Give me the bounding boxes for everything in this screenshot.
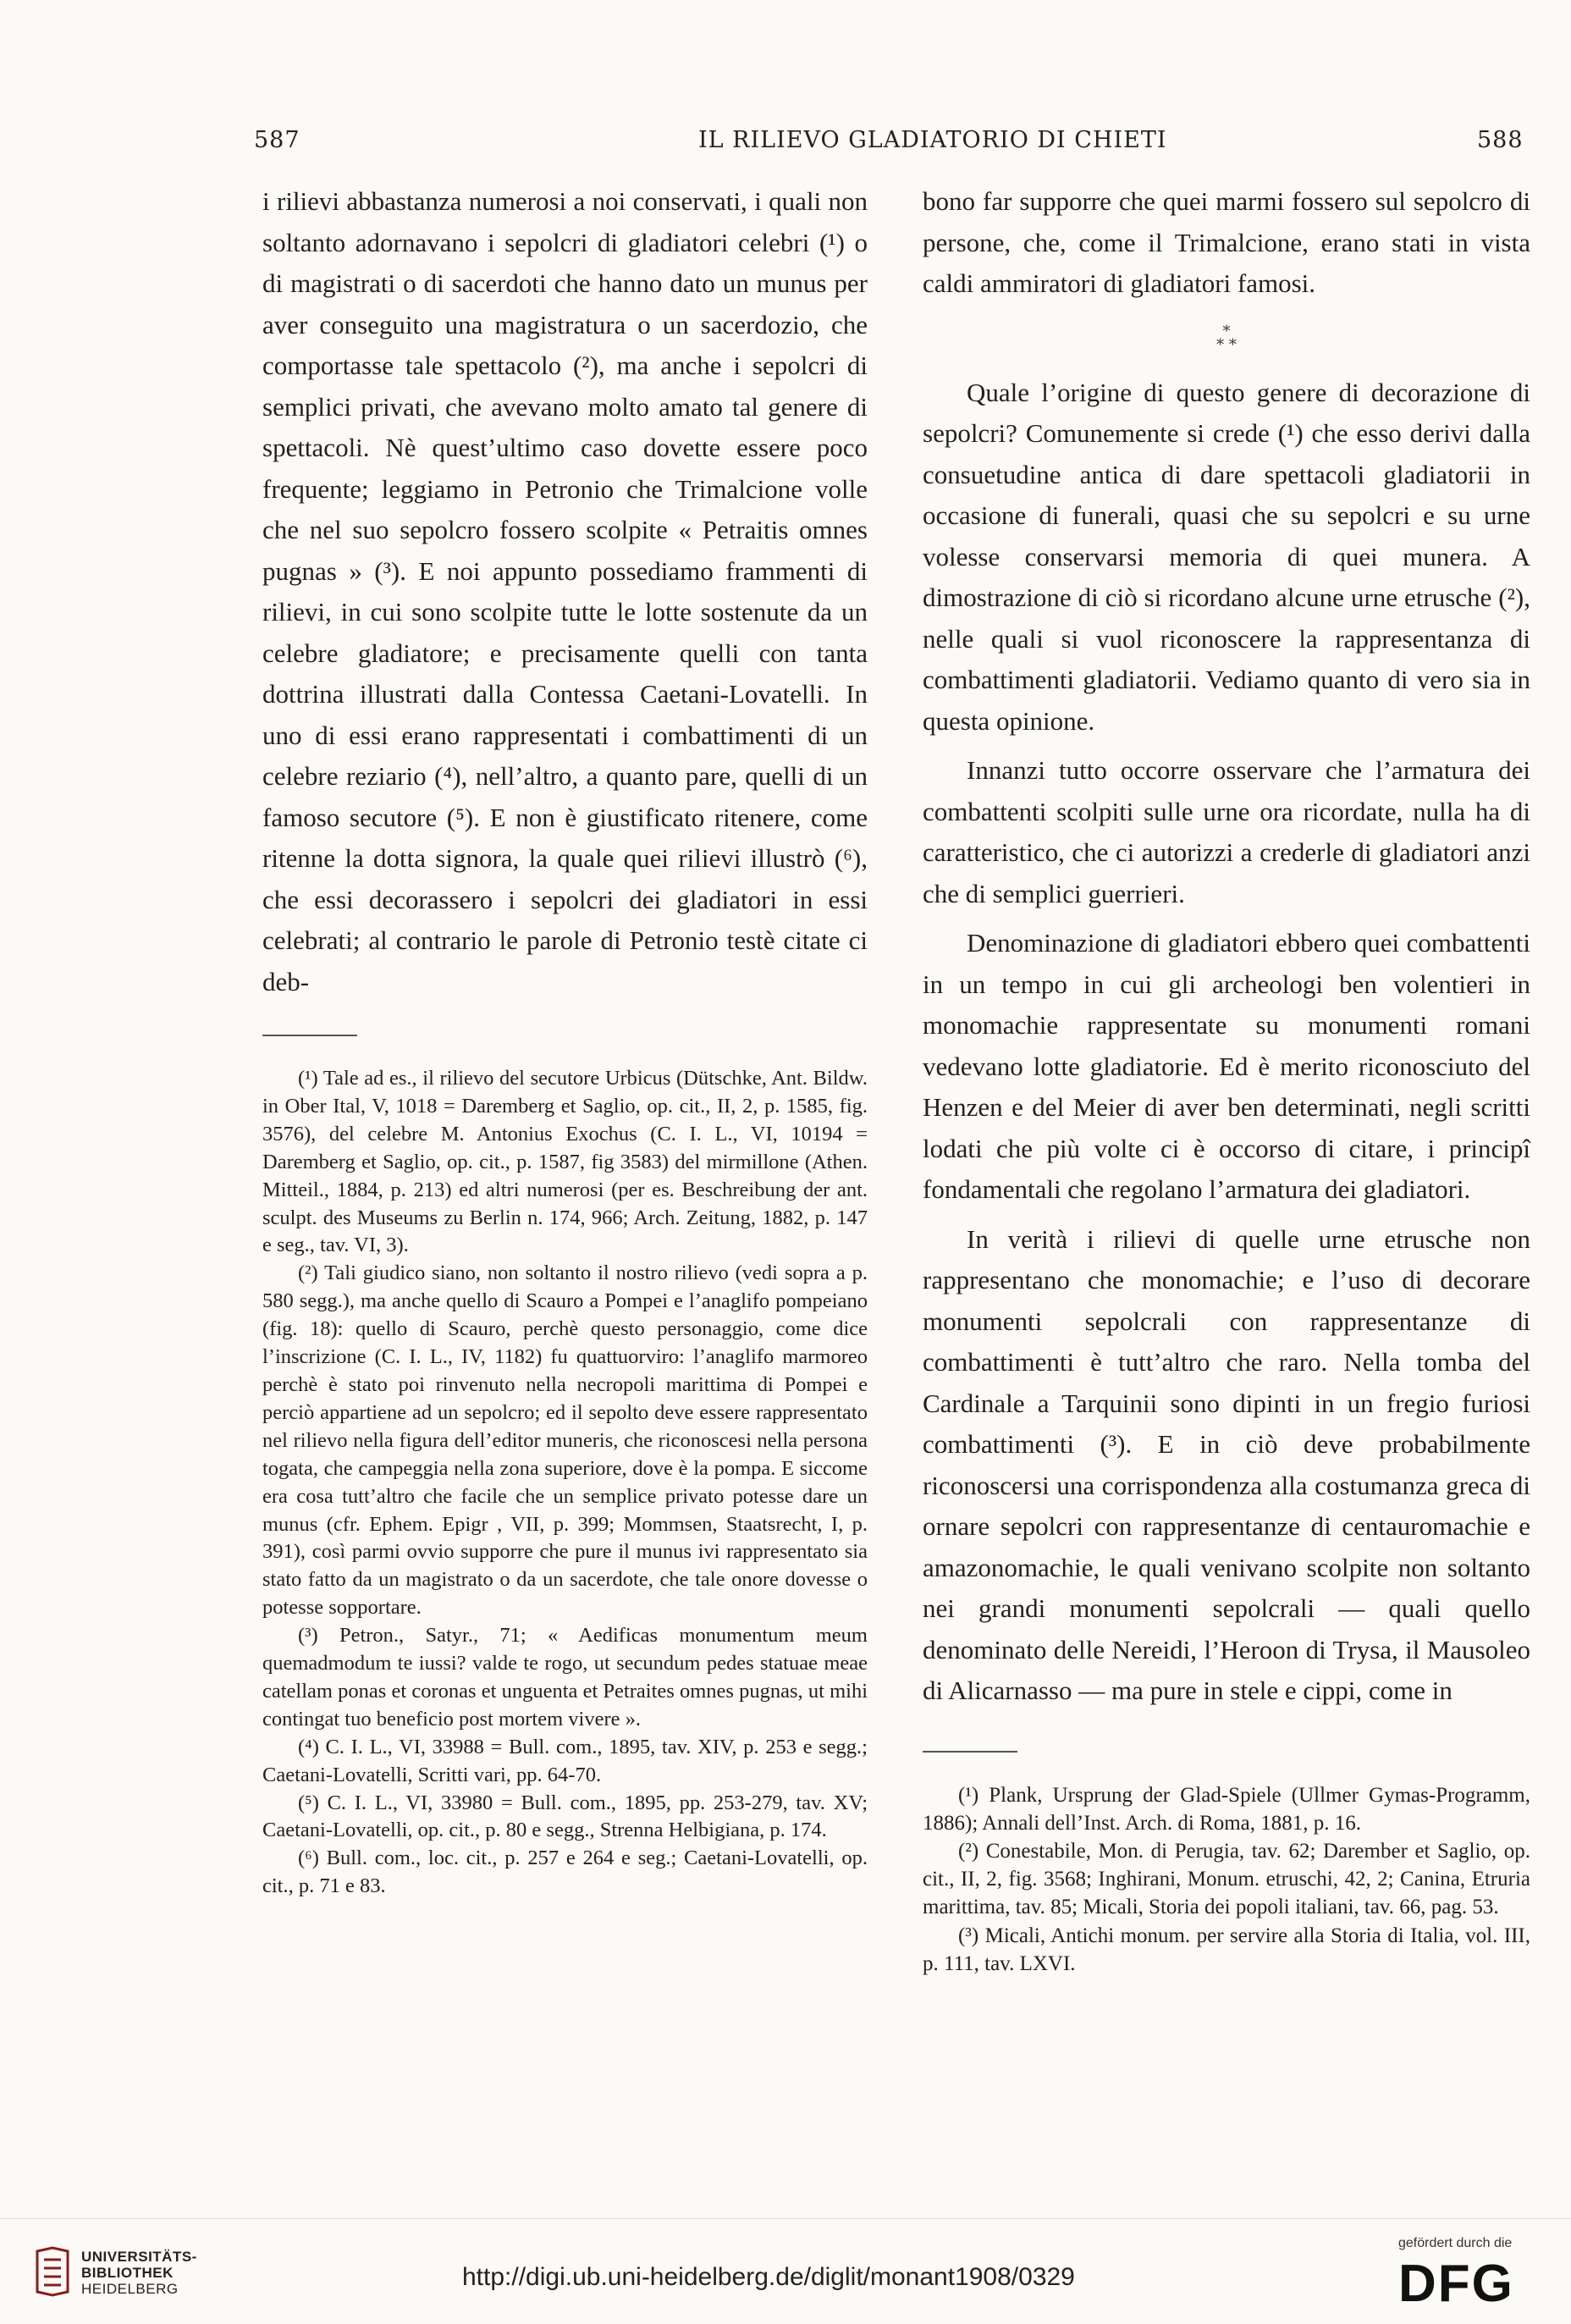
right-footnotes <box>923 1781 1530 1978</box>
footnote: (³) Petron., Satyr., 71; « Aedificas monumentum meum quemadmodum te iussi? valde te rogo, ut secundum pedes statuae meae catellam ponas et coronas et unguenta et Petraites omnes pugnas, ut mihi contingat tuo beneficio post mortem vivere ». <box>262 1624 868 1731</box>
section-divider-asterisks: * * * <box>1216 322 1237 354</box>
footnote: (²) Conestabile, Mon. di Perugia, tav. 62; Darember et Saglio, op. cit., II, 2, fig. 3568; Inghirani, Monum. etruschi, 42, 2; Canina, Etruria marittima, tav. 85; Micali, Storia dei popoli italiani, tav. 66, pag. 53. <box>923 1839 1530 1919</box>
body-paragraph: Denominazione di gladiatori ebbero quei combattenti in un tempo in cui gli archeologi ben volentieri in monomachie rappresentate su monumenti romani vedevano lotte gladiatorie. Ed è merito riconosciuto del Henzen e del Meier di aver ben determinati, negli scritti lodati che più volte ci è occorso di citare, i principî fondamentali che regolano l’armatura dei gladiatori. <box>923 928 1530 1204</box>
left-body <box>262 181 868 1002</box>
footnote: (⁵) C. I. L., VI, 33980 = Bull. com., 1895, pp. 253-279, tav. XV; Caetani-Lovatelli, op. cit., p. 80 e segg., Strenna Helbigiana, p. 174. <box>262 1791 868 1842</box>
footnote-separator-right <box>923 1751 1017 1753</box>
funding-note: gefördert durch die <box>1398 2236 1513 2250</box>
body-paragraph: Innanzi tutto occorre osservare che l’armatura dei combattenti scolpiti sulle urne ora ricordate, nulla ha di caratteristico, che ci autorizzi a crederle di gladiatori anzi che di semplici guerrieri. <box>923 755 1530 908</box>
page-number-right: 588 <box>1477 127 1524 153</box>
page-number-left: 587 <box>254 127 300 153</box>
footnote: (⁴) C. I. L., VI, 33988 = Bull. com., 1895, tav. XIV, p. 253 e segg.; Caetani-Lovatelli, Scritti vari, pp. 64-70. <box>262 1735 868 1786</box>
running-header <box>0 127 1571 161</box>
footnote: (¹) Plank, Ursprung der Glad-Spiele (Ullmer Gymas-Programm, 1886); Annali dell’Inst. Arch. di Roma, 1881, p. 16. <box>923 1783 1530 1835</box>
right-body <box>923 181 1530 1712</box>
body-paragraph: In verità i rilievi di quelle urne etrusche non rappresentano che monomachie; e l’uso di decorare monumenti sepolcrali con rappresentanze di combattimenti è tutt’altro che raro. Nella tomba del Cardinale a Tarquinii sono dipinti in un fregio furiosi combattimenti (³). E in ciò deve probabilmente riconoscersi una corrispondenza alla costumanza greca di ornare sepolcri con rappresentanze di centauromachie e amazonomachie, le quali venivano scolpite non soltanto nei grandi monumenti sepolcrali — quali quello denominato delle Nereidi, l’Heroon di Trysa, il Mausoleo di Alicarnasso — ma pure in stele e cippi, come in <box>923 1223 1530 1705</box>
left-body-paragraph: i rilievi abbastanza numerosi a noi conservati, i quali non soltanto adornavano i sepolcri di gladiatori celebri (¹) o di magistrati o di sacerdoti che hanno dato un munus per aver conseguito una magistratura o un sacerdozio, che comportasse tale spettacolo (²), ma anche i sepolcri di semplici privati, che avevano molto amato tal genere di spettacoli. Nè quest’ultimo caso dovette essere poco frequente; leggiamo in Petronio che Trimalcione volle che nel suo sepolcro fossero scolpite « Petraitis omnes pugnas » (³). E noi appunto possediamo frammenti di rilievi, in cui sono scolpite tutte le lotte sostenute da un celebre gladiatore; e precisamente quelli con tanta dottrina illustrati dalla Contessa Caetani-Lovatelli. In uno di essi erano rappresentati i combattimenti di un celebre reziario (⁴), nell’altro, a quanto pare, quelli di un famoso secutore (⁵). E non è giustificato ritenere, come ritenne la dotta signora, la quale quei rilievi illustrò (⁶), che essi decorassero i sepolcri dei gladiatori in essi celebrati; al contrario le parole di Petronio testè citate ci deb- <box>262 186 868 996</box>
body-paragraph: Quale l’origine di questo genere di decorazione di sepolcri? Comunemente si crede (¹) che esso derivi dalla consuetudine antica di dare spettacoli gladiatorii in occasione di funerali, quasi che su sepolcri e su urne volesse conservarsi memoria di quei munera. A dimostrazione di ciò si ricordano alcune urne etrusche (²), nelle quali si vuol riconoscere la rappresentanza di combattimenti gladiatorii. Vediamo quanto di vero sia in questa opinione. <box>923 377 1530 736</box>
right-column <box>923 181 1530 1978</box>
footnote: (³) Micali, Antichi monum. per servire alla Storia di Italia, vol. III, p. 111, tav. LXVI. <box>923 1924 1530 1975</box>
library-name: UNIVERSITÄTS- BIBLIOTHEK HEIDELBERG <box>81 2249 197 2297</box>
digitization-footer <box>0 2218 1571 2324</box>
body-paragraph: bono far supporre che quei marmi fossero sul sepolcro di persone, che, come il Trimalcione, erano stati in vista caldi ammiratori di gladiatori famosi. <box>923 186 1530 298</box>
running-title: IL RILIEVO GLADIATORIO DI CHIETI <box>698 127 1167 153</box>
footnote: (⁶) Bull. com., loc. cit., p. 257 e 264 e seg.; Caetani-Lovatelli, op. cit., p. 71 e 83. <box>262 1847 868 1898</box>
left-column <box>262 181 868 1901</box>
left-footnotes <box>262 1065 868 1901</box>
footnote: (¹) Tale ad es., il rilievo del secutore Urbicus (Dütschke, Ant. Bildw. in Ober Ital, V, 1018 = Daremberg et Saglio, op. cit., II, 2, p. 1585, fig. 3576), del celebre M. Antonius Exochus (C. I. L., VI, 10194 = Daremberg et Saglio, op. cit., p. 1587, fig 3583) del mirmillone (Athen. Mitteil., 1884, p. 213) ed altri numerosi (per es. Beschreibung der ant. sculpt. des Museums zu Berlin n. 174, 966; Arch. Zeitung, 1882, p. 147 e seg., tav. VI, 3). <box>262 1067 868 1257</box>
footnote-separator-left <box>262 1035 357 1036</box>
permalink-url[interactable]: http://digi.ub.uni-heidelberg.de/diglit/monant1908/0329 <box>462 2263 1075 2291</box>
dfg-logo: DFG <box>1398 2255 1514 2313</box>
university-library-logo-icon <box>34 2246 71 2297</box>
footnote: (²) Tali giudico siano, non soltanto il nostro rilievo (vedi sopra a p. 580 segg.), ma anche quello di Scauro a Pompei e l’anaglifo pompeiano (fig. 18): quello di Scauro, perchè questo personaggio, come dice l’inscrizione (C. I. L., IV, 1182) fu quattuorviro: l’anaglifo marmoreo perchè è stato poi rinvenuto nella necropoli marittima di Pompei e perciò appartiene ad un sepolcro; ed il sepolto deve essere rappresentato nel rilievo nella figura dell’editor muneris, che riconoscesi nella persona togata, che campeggia nella zona superiore, dove è la pompa. E siccome era cosa tutt’altro che facile che un semplice privato potesse dare un munus (cfr. Ephem. Epigr , VII, p. 399; Mommsen, Staatsrecht, I, p. 391), così parmi ovvio supporre che pure il munus ivi rappresentato sia stato fatto da un magistrato o da un sacerdote, che tale onore dovesse o potesse sopportare. <box>262 1261 868 1620</box>
